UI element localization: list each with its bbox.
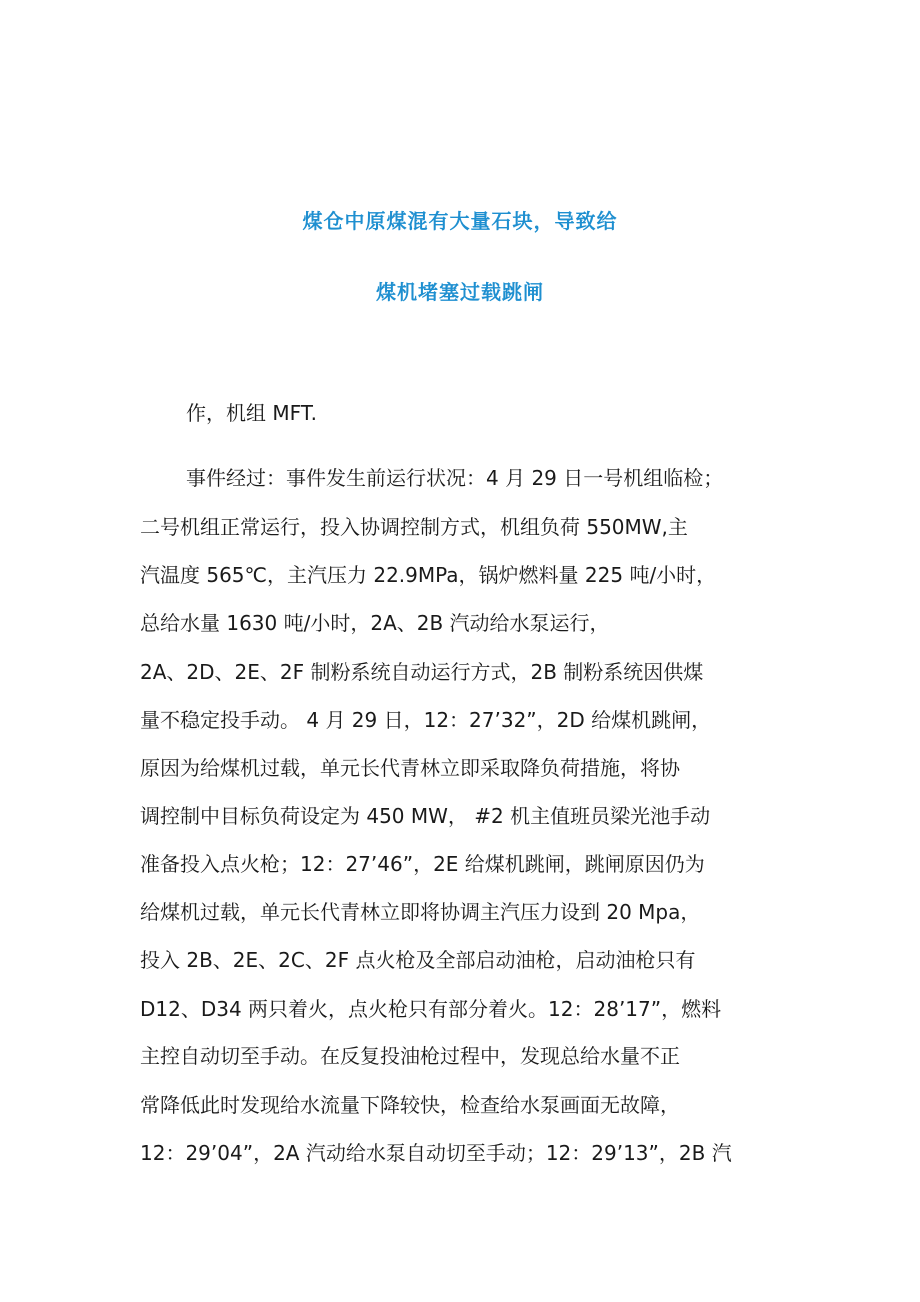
body-line: 投入 2B、2E、2C、2F 点火枪及全部启动油枪，启动油枪只有 xyxy=(140,948,696,972)
body-line: 给煤机过载，单元长代青林立即将协调主汽压力设到 20 Mpa， xyxy=(140,900,701,924)
body-line: 总给水量 1630 吨/小时，2A、2B 汽动给水泵运行， xyxy=(140,611,610,635)
body-line: 二号机组正常运行，投入协调控制方式，机组负荷 550MW,主 xyxy=(140,515,688,539)
body-line: 调控制中目标负荷设定为 450 MW， #2 机主值班员梁光池手动 xyxy=(140,804,711,828)
body-line: 原因为给煤机过载，单元长代青林立即采取降负荷措施，将协 xyxy=(140,756,680,780)
body-line: 事件经过：事件发生前运行状况：4 月 29 日一号机组临检； xyxy=(186,466,724,490)
body-line: D12、D34 两只着火，点火枪只有部分着火。12：28’17”，燃料 xyxy=(140,997,722,1021)
document-title-line-1: 煤仓中原煤混有大量石块，导致给 xyxy=(302,209,618,233)
body-line: 主控自动切至手动。在反复投油枪过程中，发现总给水量不正 xyxy=(140,1044,680,1068)
body-line: 12：29’04”，2A 汽动给水泵自动切至手动；12：29’13”，2B 汽 xyxy=(140,1141,732,1165)
body-line: 常降低此时发现给水流量下降较快，检查给水泵画面无故障， xyxy=(140,1093,680,1117)
body-line: 量不稳定投手动。 4 月 29 日，12：27’32”，2D 给煤机跳闸， xyxy=(140,708,712,732)
body-line: 准备投入点火枪；12：27’46”，2E 给煤机跳闸，跳闸原因仍为 xyxy=(140,852,705,876)
body-line: 作，机组 MFT. xyxy=(186,401,317,425)
body-line: 2A、2D、2E、2F 制粉系统自动运行方式，2B 制粉系统因供煤 xyxy=(140,660,704,684)
document-title-line-2: 煤机堵塞过载跳闸 xyxy=(376,280,544,304)
body-line: 汽温度 565℃，主汽压力 22.9MPa，锅炉燃料量 225 吨/小时， xyxy=(140,563,717,587)
